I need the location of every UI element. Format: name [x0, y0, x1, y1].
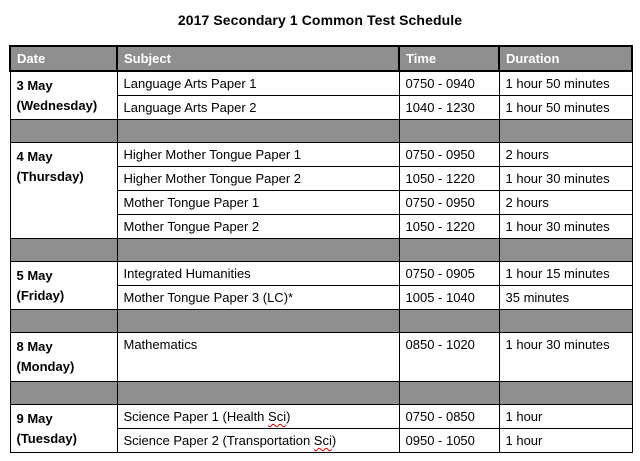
subject-cell: Language Arts Paper 1 — [117, 71, 399, 96]
spellcheck-marked-word: Sci — [313, 433, 332, 448]
time-cell: 1050 - 1220 — [399, 215, 499, 239]
header-time: Time — [399, 46, 499, 71]
date-cell — [10, 71, 117, 120]
duration-cell: 1 hour — [499, 405, 632, 429]
subject-cell: Integrated Humanities — [117, 262, 399, 286]
date-label: 4 May — [16, 149, 53, 164]
duration-cell: 1 hour 50 minutes — [499, 71, 632, 96]
date-label: 3 May — [16, 78, 53, 93]
time-cell: 0750 - 0950 — [399, 191, 499, 215]
duration-cell: 1 hour 15 minutes — [499, 262, 632, 286]
schedule-table — [9, 45, 633, 453]
weekday-label: (Thursday) — [16, 169, 84, 184]
subject-cell: Mathematics — [117, 333, 399, 382]
separator-row — [10, 382, 632, 405]
separator-row — [10, 120, 632, 143]
time-cell: 1050 - 1220 — [399, 167, 499, 191]
table-row — [10, 262, 632, 286]
table-row — [10, 71, 632, 96]
date-label: 5 May — [16, 268, 53, 283]
duration-cell: 2 hours — [499, 143, 632, 167]
duration-cell: 2 hours — [499, 191, 632, 215]
time-cell: 0750 - 0850 — [399, 405, 499, 429]
duration-cell: 1 hour 30 minutes — [499, 215, 632, 239]
date-label: 9 May — [16, 411, 53, 426]
subject-cell: Higher Mother Tongue Paper 1 — [117, 143, 399, 167]
date-cell — [10, 405, 117, 453]
subject-cell — [117, 405, 399, 429]
date-cell — [10, 143, 117, 239]
time-cell: 1005 - 1040 — [399, 286, 499, 310]
time-cell: 0750 - 0905 — [399, 262, 499, 286]
header-row — [10, 46, 632, 71]
spellcheck-marked-word: Sci — [268, 409, 287, 424]
subject-cell: Language Arts Paper 2 — [117, 96, 399, 120]
weekday-label: (Friday) — [16, 288, 65, 303]
weekday-label: (Wednesday) — [16, 98, 98, 113]
header-date: Date — [10, 46, 117, 71]
header-subject: Subject — [117, 46, 399, 71]
duration-cell: 1 hour — [499, 429, 632, 453]
duration-cell: 1 hour 30 minutes — [499, 333, 632, 382]
subject-text: ) — [331, 433, 337, 448]
document-title: 2017 Secondary 1 Common Test Schedule — [177, 12, 463, 28]
date-cell — [10, 333, 117, 382]
header-duration: Duration — [499, 46, 632, 71]
subject-text: Science Paper 2 (Transportation — [123, 433, 314, 448]
time-cell: 0750 - 0950 — [399, 143, 499, 167]
subject-cell: Mother Tongue Paper 3 (LC)* — [117, 286, 399, 310]
time-cell: 0850 - 1020 — [399, 333, 499, 382]
subject-cell: Higher Mother Tongue Paper 2 — [117, 167, 399, 191]
separator-row — [10, 239, 632, 262]
weekday-label: (Monday) — [16, 359, 75, 374]
separator-row — [10, 310, 632, 333]
table-row — [10, 405, 632, 429]
time-cell: 0950 - 1050 — [399, 429, 499, 453]
time-cell: 1040 - 1230 — [399, 96, 499, 120]
date-cell — [10, 262, 117, 310]
subject-cell: Mother Tongue Paper 2 — [117, 215, 399, 239]
time-cell: 0750 - 0940 — [399, 71, 499, 96]
subject-text: Science Paper 1 (Health — [123, 409, 269, 424]
subject-cell — [117, 429, 399, 453]
subject-text: ) — [286, 409, 291, 424]
table-row — [10, 333, 632, 382]
duration-cell: 1 hour 50 minutes — [499, 96, 632, 120]
table-row — [10, 143, 632, 167]
weekday-label: (Tuesday) — [16, 431, 77, 446]
subject-cell: Mother Tongue Paper 1 — [117, 191, 399, 215]
duration-cell: 35 minutes — [499, 286, 632, 310]
duration-cell: 1 hour 30 minutes — [499, 167, 632, 191]
date-label: 8 May — [16, 339, 53, 354]
